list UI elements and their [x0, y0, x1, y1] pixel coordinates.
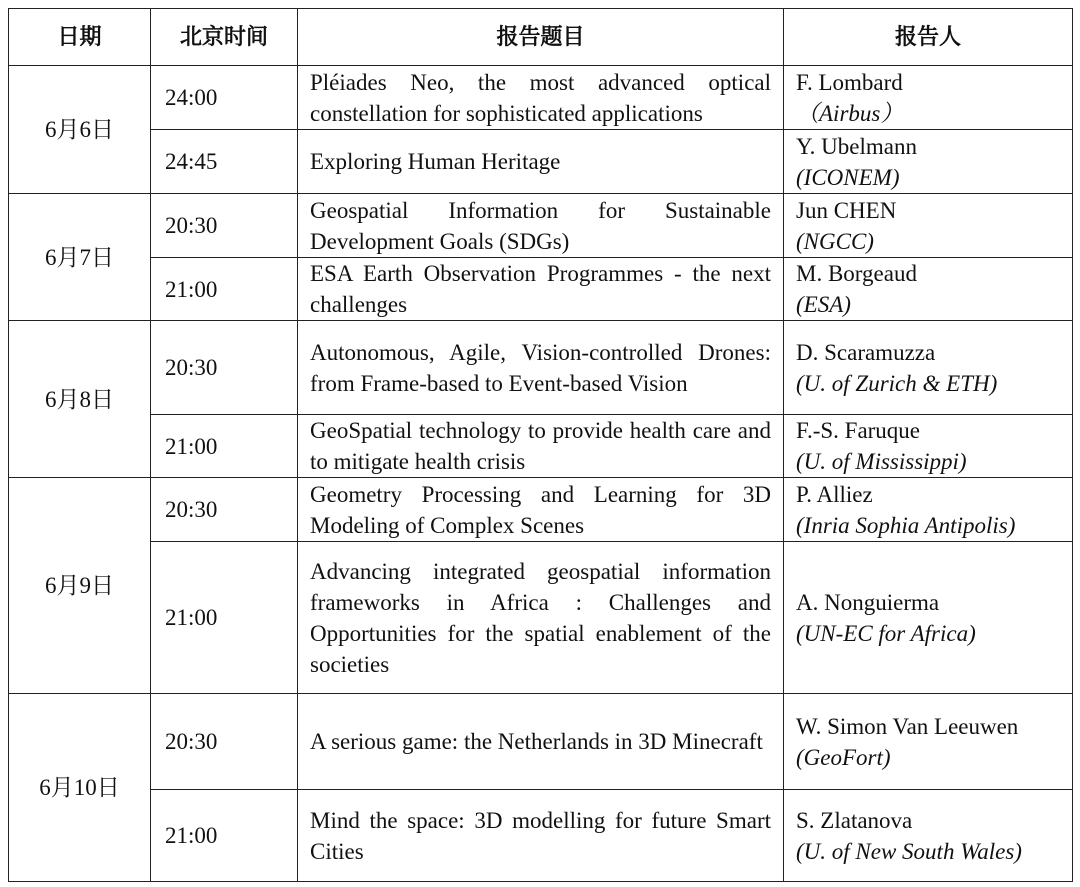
speaker-affiliation: (ICONEM): [796, 164, 900, 190]
speaker-affiliation: (ESA): [796, 292, 851, 317]
speaker-name: W. Simon Van Leeuwen: [796, 713, 1019, 739]
header-speaker: 报告人: [784, 9, 1073, 66]
table-row: [9, 194, 1073, 258]
title-cell: Pléiades Neo, the most advanced optical constellation for sophisticated applications: [298, 66, 784, 130]
time-cell: 20:30: [151, 478, 298, 542]
speaker-affiliation: (UN-EC for Africa): [796, 620, 976, 646]
speaker-cell: [784, 194, 1073, 258]
speaker-affiliation: (U. of Zurich & ETH): [796, 370, 998, 396]
speaker-cell: [784, 790, 1073, 882]
speaker-cell: [784, 66, 1073, 130]
speaker-cell: [784, 130, 1073, 194]
table-row: [9, 66, 1073, 130]
speaker-name: D. Scaramuzza: [796, 339, 936, 365]
header-title: 报告题目: [298, 9, 784, 66]
title-cell: Exploring Human Heritage: [298, 130, 784, 194]
table-row: [9, 258, 1073, 321]
schedule-table: [8, 8, 1073, 882]
date-cell: 6月9日: [9, 478, 151, 694]
time-cell: 24:45: [151, 130, 298, 194]
table-row: [9, 130, 1073, 194]
speaker-affiliation: (GeoFort): [796, 744, 891, 770]
title-cell: Advancing integrated geospatial information frameworks in Africa : Challenges and Opportunities for the spatial enablement of the societies: [298, 542, 784, 694]
date-cell: 6月6日: [9, 66, 151, 194]
table-row: [9, 542, 1073, 694]
speaker-name: F.-S. Faruque: [796, 418, 921, 443]
speaker-affiliation: (U. of New South Wales): [796, 838, 1022, 864]
table-row: [9, 478, 1073, 542]
table-row: [9, 415, 1073, 478]
title-cell: ESA Earth Observation Programmes - the next challenges: [298, 258, 784, 321]
speaker-name: A. Nonguierma: [796, 589, 940, 615]
time-cell: 24:00: [151, 66, 298, 130]
title-cell: Geospatial Information for Sustainable Development Goals (SDGs): [298, 194, 784, 258]
time-cell: 20:30: [151, 194, 298, 258]
time-cell: 21:00: [151, 258, 298, 321]
speaker-affiliation: (NGCC): [796, 228, 874, 254]
speaker-name: M. Borgeaud: [796, 261, 917, 286]
header-time: 北京时间: [151, 9, 298, 66]
speaker-name: S. Zlatanova: [796, 807, 913, 833]
table-row: [9, 321, 1073, 415]
header-row: [9, 9, 1073, 66]
speaker-cell: [784, 258, 1073, 321]
time-cell: 20:30: [151, 694, 298, 790]
title-cell: Mind the space: 3D modelling for future Smart Cities: [298, 790, 784, 882]
time-cell: 21:00: [151, 542, 298, 694]
title-cell: Geometry Processing and Learning for 3D Modeling of Complex Scenes: [298, 478, 784, 542]
speaker-cell: [784, 415, 1073, 478]
speaker-name: F. Lombard: [796, 69, 903, 95]
title-cell: Autonomous, Agile, Vision-controlled Drones: from Frame-based to Event-based Vision: [298, 321, 784, 415]
speaker-affiliation: (U. of Mississippi): [796, 449, 967, 474]
date-cell: 6月7日: [9, 194, 151, 321]
speaker-cell: [784, 478, 1073, 542]
time-cell: 21:00: [151, 790, 298, 882]
speaker-cell: [784, 542, 1073, 694]
table-row: [9, 790, 1073, 882]
date-cell: 6月8日: [9, 321, 151, 478]
time-cell: 21:00: [151, 415, 298, 478]
speaker-cell: [784, 321, 1073, 415]
speaker-affiliation: （Airbus）: [796, 100, 904, 126]
title-cell: A serious game: the Netherlands in 3D Minecraft: [298, 694, 784, 790]
speaker-cell: [784, 694, 1073, 790]
speaker-affiliation: (Inria Sophia Antipolis): [796, 512, 1016, 538]
speaker-name: Y. Ubelmann: [796, 133, 917, 159]
speaker-name: P. Alliez: [796, 481, 873, 507]
header-date: 日期: [9, 9, 151, 66]
title-cell: GeoSpatial technology to provide health care and to mitigate health crisis: [298, 415, 784, 478]
table-row: [9, 694, 1073, 790]
speaker-name: Jun CHEN: [796, 197, 897, 223]
date-cell: 6月10日: [9, 694, 151, 882]
time-cell: 20:30: [151, 321, 298, 415]
